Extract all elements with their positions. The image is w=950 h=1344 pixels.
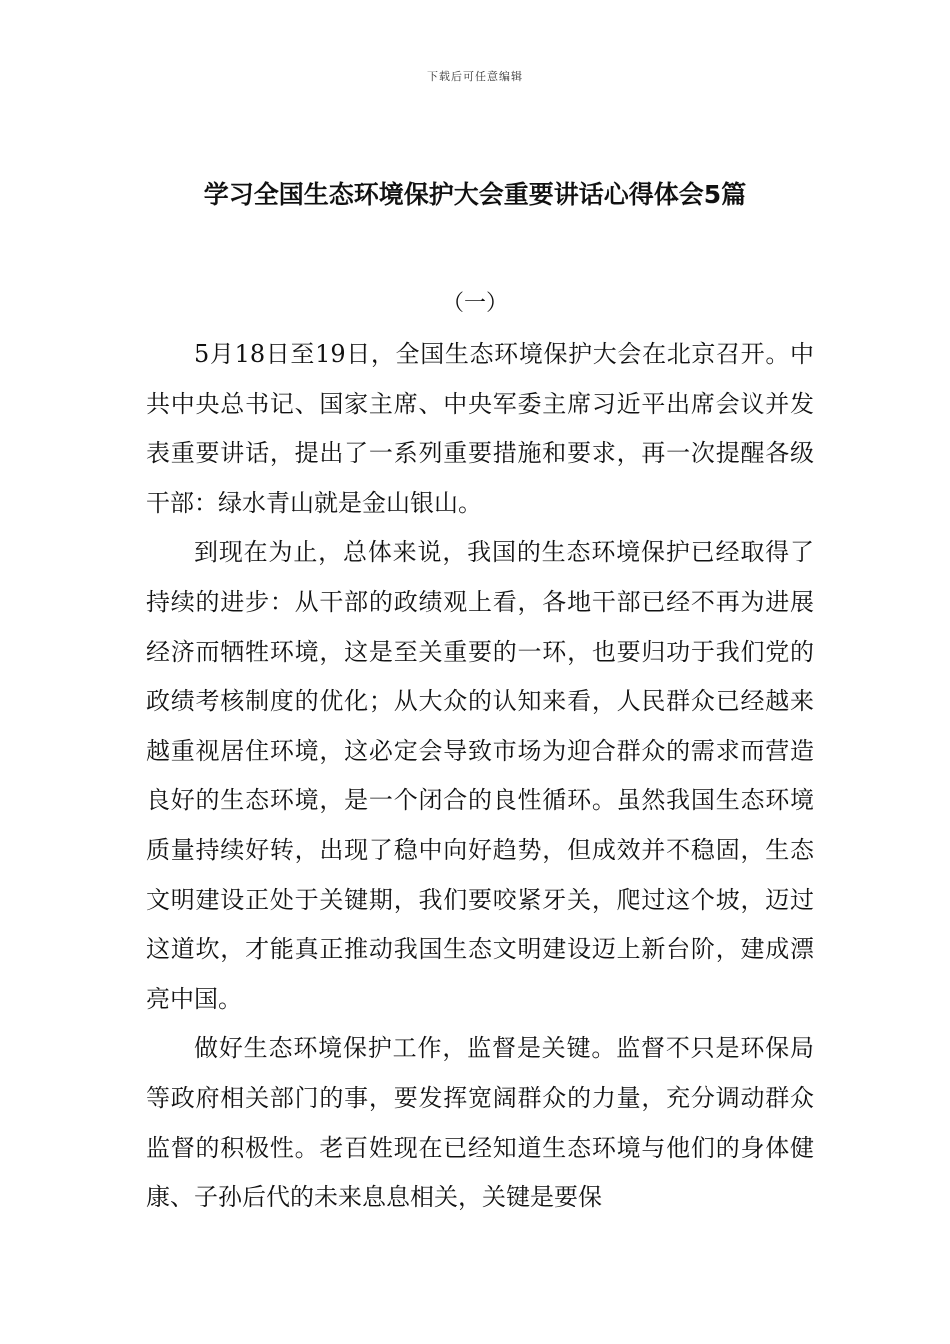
document-body [146,330,814,1223]
paragraph: 做好生态环境保护工作，监督是关键。监督不只是环保局等政府相关部门的事，要发挥宽阔群众的力量，充分调动群众监督的积极性。老百姓现在已经知道生态环境与他们的身体健康、子孙后代的未来息息相关，关键是要保 [146,1034,814,1212]
paragraph: 5月18日至19日，全国生态环境保护大会在北京召开。中共中央总书记、国家主席、中央军委主席习近平出席会议并发表重要讲话，提出了一系列重要措施和要求，再一次提醒各级干部：绿水青山就是金山银山。 [146,340,814,517]
paragraph: 到现在为止，总体来说，我国的生态环境保护已经取得了持续的进步：从干部的政绩观上看，各地干部已经不再为进展经济而牺牲环境，这是至关重要的一环，也要归功于我们党的政绩考核制度的优化；从大众的认知来看，人民群众已经越来越重视居住环境，这必定会导致市场为迎合群众的需求而营造良好的生态环境，是一个闭合的良性循环。虽然我国生态环境质量持续好转，出现了稳中向好趋势，但成效并不稳固，生态文明建设正处于关键期，我们要咬紧牙关，爬过这个坡，迈过这道坎，才能真正推动我国生态文明建设迈上新台阶，建成漂亮中国。 [146,538,814,1013]
section-heading: （一） [441,291,508,316]
header-note: 下载后可任意编辑 [427,70,523,83]
document-title: 学习全国生态环境保护大会重要讲话心得体会5篇 [203,180,747,209]
